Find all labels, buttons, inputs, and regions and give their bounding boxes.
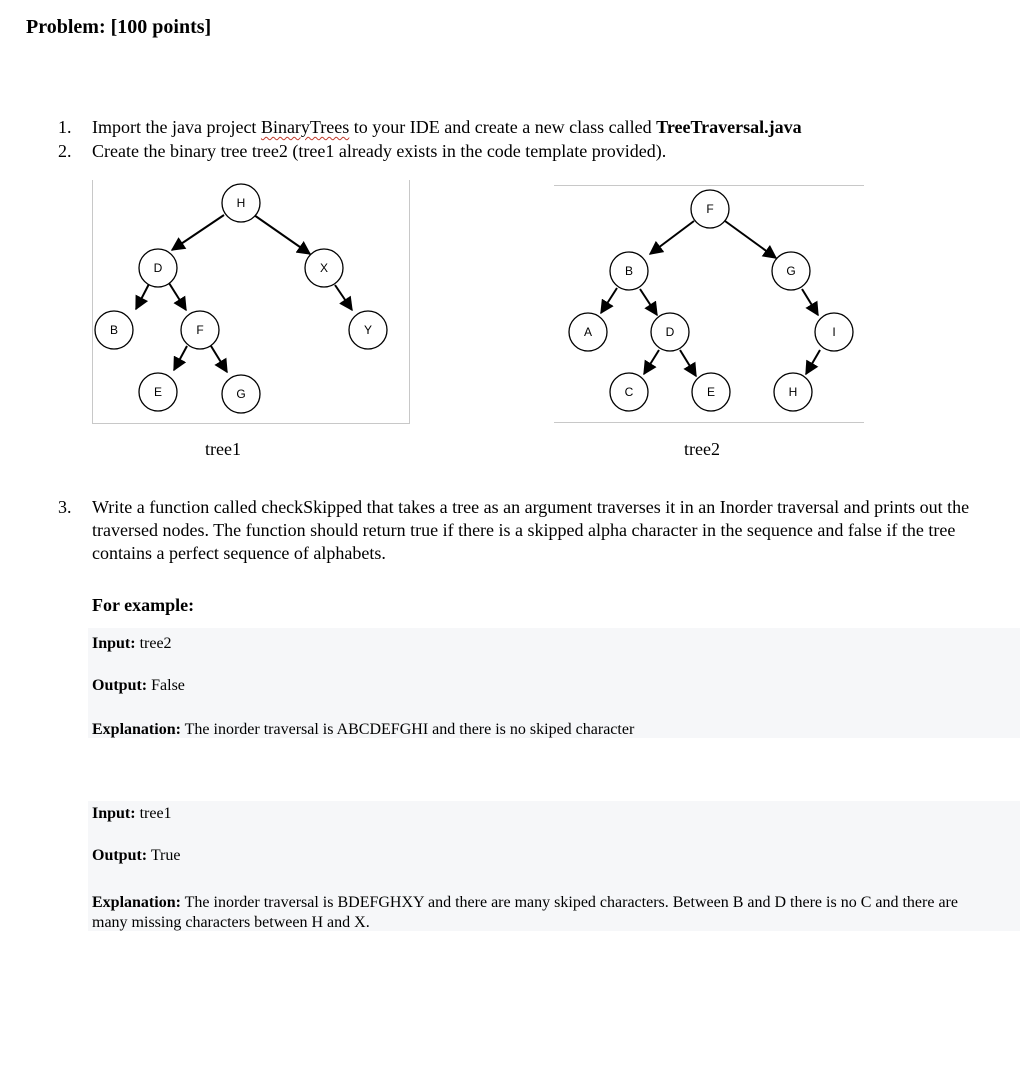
tree2-label-B: B: [624, 264, 634, 278]
edge-I-H: [806, 350, 820, 374]
edge-X-Y: [335, 285, 352, 310]
edge-F-B: [650, 221, 694, 254]
edge-B-A: [601, 288, 617, 313]
example-1-input-label: Input:: [92, 635, 136, 652]
edge-D-F: [169, 283, 186, 310]
edge-H-D: [172, 215, 224, 250]
tree1-diagram: [92, 180, 410, 424]
step-2: [58, 141, 666, 162]
example-heading: For example:: [92, 595, 195, 615]
example-1-input-value: tree2: [135, 635, 172, 652]
step-1-text-pre: Import the java project: [92, 117, 261, 137]
step-3: [58, 496, 978, 565]
tree2-label-D: D: [665, 325, 675, 339]
example-1-explanation-label: Explanation:: [92, 721, 181, 738]
tree2-label-H: H: [788, 385, 798, 399]
tree2-label-I: I: [832, 325, 836, 339]
tree1-label-G: G: [236, 387, 246, 401]
tree1-label-H: H: [236, 196, 246, 210]
example-2-explanation-label: Explanation:: [92, 894, 181, 911]
problem-title: Problem: [100 points]: [26, 16, 212, 38]
tree1-label-B: B: [109, 323, 119, 337]
example-2-output: [92, 847, 180, 865]
class-name: TreeTraversal.java: [656, 117, 802, 137]
tree2-label-C: C: [624, 385, 634, 399]
example-2-input-value: tree1: [135, 805, 172, 822]
tree2-label-G: G: [786, 264, 796, 278]
example-1-explanation-text: The inorder traversal is ABCDEFGHI and there is no skiped character: [180, 721, 635, 738]
example-2-output-label: Output:: [92, 847, 148, 864]
tree2-label-A: A: [583, 325, 593, 339]
project-name: BinaryTrees: [260, 117, 350, 137]
edge-F-G: [211, 346, 227, 372]
edge-F-G: [725, 221, 776, 258]
step-1-text-mid: to your IDE and create a new class called: [349, 117, 657, 137]
example-1-output-label: Output:: [92, 677, 148, 694]
edge-B-D: [640, 289, 657, 315]
step-3-text: Write a function called checkSkipped that takes a tree as an argument traverses it in an Inorder traversal and prints out the traversed nodes. The function should return true if there is a skipped alpha character in the sequence and false if the tree contains a perfect sequence of alphabets.: [92, 497, 970, 563]
tree2-label-F: F: [706, 202, 714, 216]
tree1-label-E: E: [153, 385, 163, 399]
tree2-label-E: E: [706, 385, 716, 399]
example-2-explanation-text: The inorder traversal is BDEFGHXY and there are many skiped characters. Between B and D there is no C and there are many missing characters between H and X.: [92, 894, 958, 931]
example-1-input: [92, 635, 172, 653]
edge-D-C: [644, 350, 659, 374]
tree1-label-D: D: [153, 261, 163, 275]
example-1-explanation: [92, 721, 634, 739]
tree2-diagram: [554, 185, 864, 423]
step-1: [58, 117, 802, 138]
example-1-output-value: False: [147, 677, 185, 694]
tree1-label-F: F: [196, 323, 204, 337]
tree1-label-Y: Y: [363, 323, 373, 337]
step-3-number: 3.: [58, 497, 72, 517]
edge-H-X: [254, 215, 310, 254]
example-1-output: [92, 677, 185, 695]
step-1-number: 1.: [58, 117, 72, 137]
tree1-caption: tree1: [205, 439, 241, 459]
step-2-number: 2.: [58, 141, 72, 161]
example-2-explanation: [92, 893, 962, 933]
example-2-input-label: Input:: [92, 805, 136, 822]
example-2-output-value: True: [147, 847, 181, 864]
tree2-caption: tree2: [684, 439, 720, 459]
edge-G-I: [802, 289, 818, 315]
edge-D-E: [680, 350, 696, 376]
tree1-label-X: X: [319, 261, 329, 275]
edge-F-E: [174, 346, 187, 370]
edge-D-B: [136, 284, 149, 309]
step-2-text: Create the binary tree tree2 (tree1 already exists in the code template provided).: [92, 141, 667, 161]
example-2-input: [92, 805, 172, 823]
